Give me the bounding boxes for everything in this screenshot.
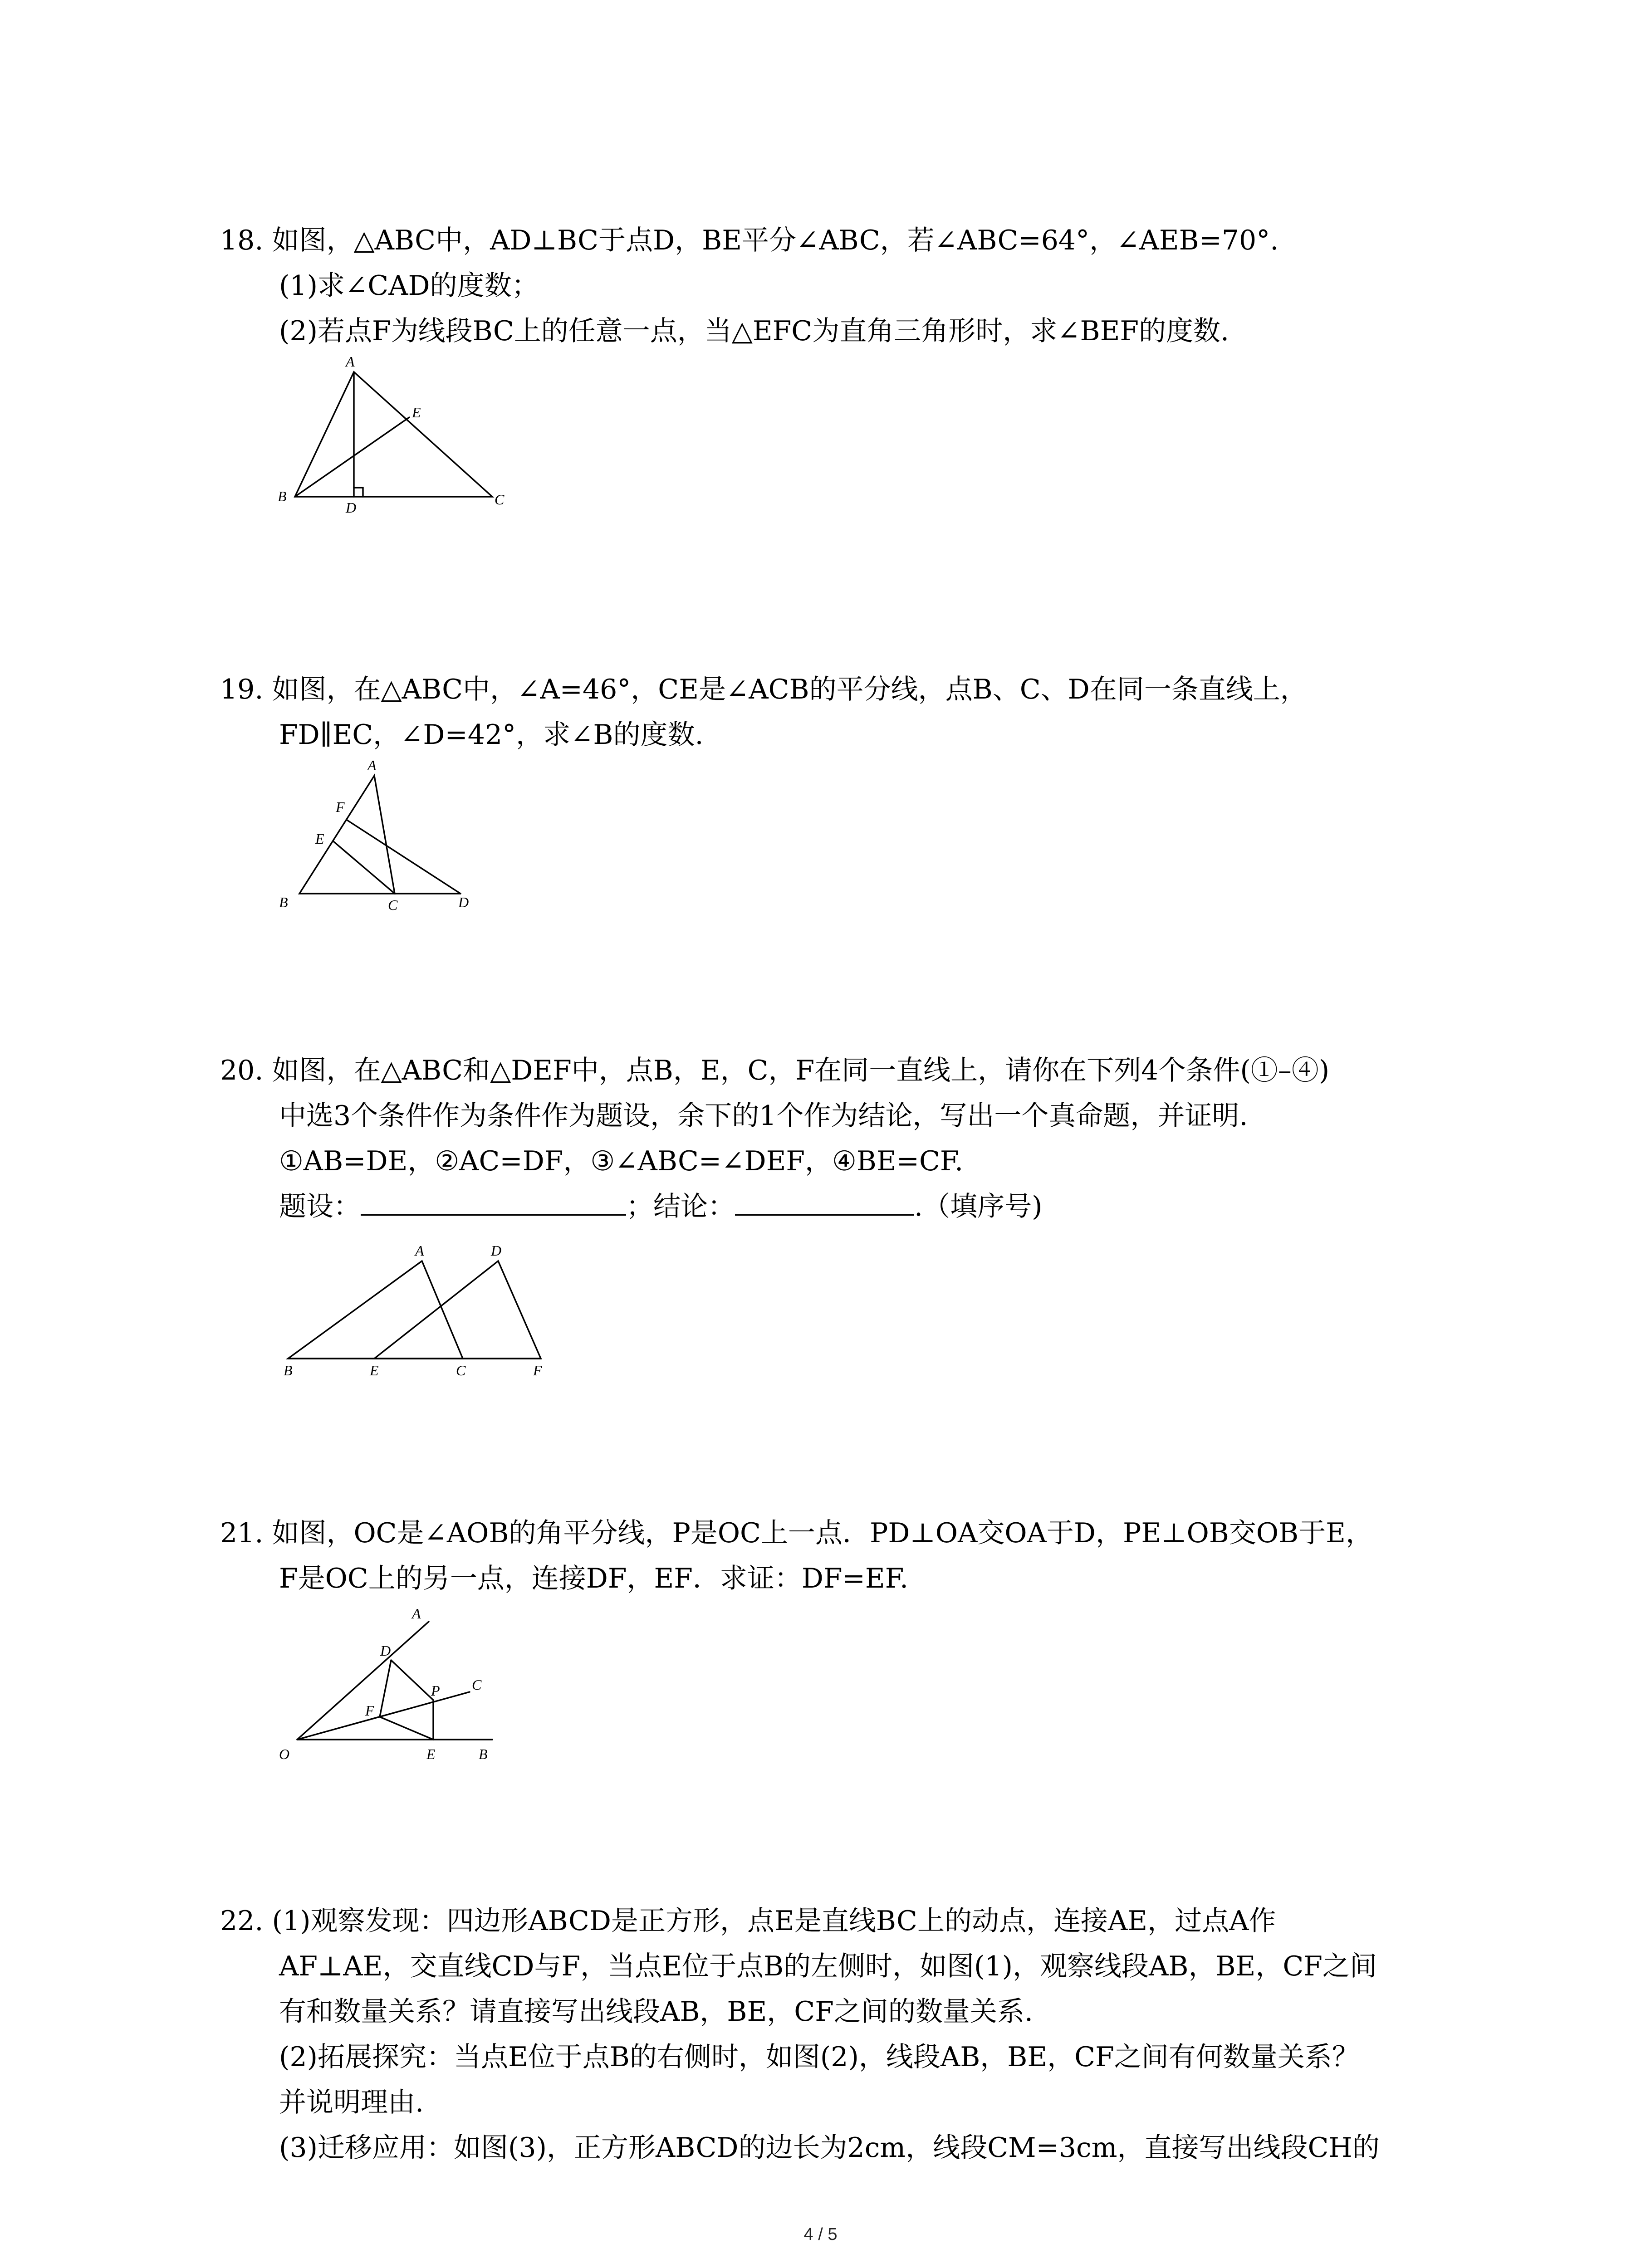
q21-label-c: C xyxy=(472,1677,482,1693)
q22-line-6: (3)迁移应用：如图(3)，正方形ABCD的边长为2cm，线段CM=3cm，直接写出线段CH的 xyxy=(279,2132,1380,2164)
q20-line-4 xyxy=(279,1193,1042,1220)
q18-line-1: 18. 如图，△ABC中，AD⊥BC于点D，BE平分∠ABC，若∠ABC=64°，∠AEB=70°. xyxy=(220,225,1279,256)
q20-triangle-def xyxy=(374,1261,541,1359)
q20-line-2: 中选3个条件作为条件作为题设，余下的1个作为结论，写出一个真命题，并证明. xyxy=(279,1100,1248,1132)
q18-line-2: (1)求∠CAD的度数； xyxy=(279,270,539,302)
q18-label-c: C xyxy=(495,491,505,508)
page-number: 4 / 5 xyxy=(803,2225,838,2244)
q18-label-d: D xyxy=(346,499,357,516)
q21-line-1: 21. 如图，OC是∠AOB的角平分线，P是OC上一点．PD⊥OA交OA于D，PE⊥OB交OB于E， xyxy=(220,1517,1373,1549)
q21-perp-pd xyxy=(391,1660,433,1700)
q20-hint: .（填序号) xyxy=(914,1191,1043,1222)
q19-bisector-ce xyxy=(333,841,395,894)
q18-label-a: A xyxy=(346,353,355,370)
q20-label-e: E xyxy=(370,1362,379,1378)
q19-triangle-abc xyxy=(299,776,395,894)
q22-line-1: 22. (1)观察发现：四边形ABCD是正方形，点E是直线BC上的动点，连接AE，过点A作 xyxy=(220,1905,1276,1937)
q20-premise-label: 题设： xyxy=(279,1191,361,1222)
q21-label-a: A xyxy=(412,1605,421,1622)
q20-conclusion-blank[interactable] xyxy=(735,1193,914,1216)
q19-label-f: F xyxy=(336,799,345,815)
q20-label-f: F xyxy=(533,1362,542,1378)
q22-line-4: (2)拓展探究：当点E位于点B的右侧时，如图(2)，线段AB，BE，CF之间有何数量关系？ xyxy=(279,2041,1359,2073)
q20-line-3: ①AB=DE，②AC=DF，③∠ABC=∠DEF，④BE=CF. xyxy=(279,1145,964,1177)
q19-label-c: C xyxy=(388,897,398,913)
q18-line-3: (2)若点F为线段BC上的任意一点，当△EFC为直角三角形时，求∠BEF的度数. xyxy=(279,315,1230,347)
q19-line-1: 19. 如图，在△ABC中，∠A=46°，CE是∠ACB的平分线，点B、C、D在同一条直线上， xyxy=(220,674,1308,705)
q19-label-a: A xyxy=(367,757,377,773)
q20-premise-blank[interactable] xyxy=(361,1193,626,1216)
q19-label-b: B xyxy=(279,894,288,910)
q22-line-3: 有和数量关系？请直接写出线段AB，BE，CF之间的数量关系. xyxy=(279,1996,1033,2028)
q20-figure xyxy=(272,1234,563,1388)
q20-label-a: A xyxy=(415,1242,424,1259)
q20-label-c: C xyxy=(456,1362,466,1378)
q19-parallel-fd xyxy=(347,820,460,894)
q19-line-2: FD∥EC，∠D=42°，求∠B的度数. xyxy=(279,719,704,751)
q19-label-d: D xyxy=(458,894,469,910)
q21-label-o: O xyxy=(279,1746,290,1762)
q20-label-b: B xyxy=(284,1362,293,1378)
q21-label-f: F xyxy=(365,1702,374,1719)
q21-label-e: E xyxy=(426,1746,436,1762)
q21-line-2: F是OC上的另一点，连接DF，EF．求证：DF=EF. xyxy=(279,1563,909,1594)
q20-conclusion-label: ；结论： xyxy=(626,1191,735,1222)
q20-label-d: D xyxy=(491,1242,502,1259)
q18-figure xyxy=(272,345,517,517)
q21-segment-ef xyxy=(380,1717,433,1740)
q21-label-d: D xyxy=(380,1642,391,1659)
q21-segment-df xyxy=(380,1660,391,1717)
q21-figure xyxy=(272,1597,517,1769)
q21-label-b: B xyxy=(479,1746,488,1762)
q19-label-e: E xyxy=(315,831,324,847)
q20-line-1: 20. 如图，在△ABC和△DEF中，点B，E，C，F在同一直线上，请你在下列4个条件(①–④) xyxy=(220,1055,1330,1086)
q21-label-p: P xyxy=(431,1682,440,1699)
q22-line-2: AF⊥AE，交直线CD与F，当点E位于点B的左侧时，如图(1)，观察线段AB，BE，CF之间 xyxy=(279,1950,1377,1982)
q18-triangle-abc xyxy=(295,372,492,497)
q19-figure xyxy=(272,753,481,921)
q18-label-b: B xyxy=(278,488,287,504)
q22-line-5: 并说明理由. xyxy=(279,2087,424,2118)
q18-right-angle-mark xyxy=(354,488,363,497)
q18-bisector-be xyxy=(295,417,409,497)
q18-label-e: E xyxy=(412,404,421,420)
